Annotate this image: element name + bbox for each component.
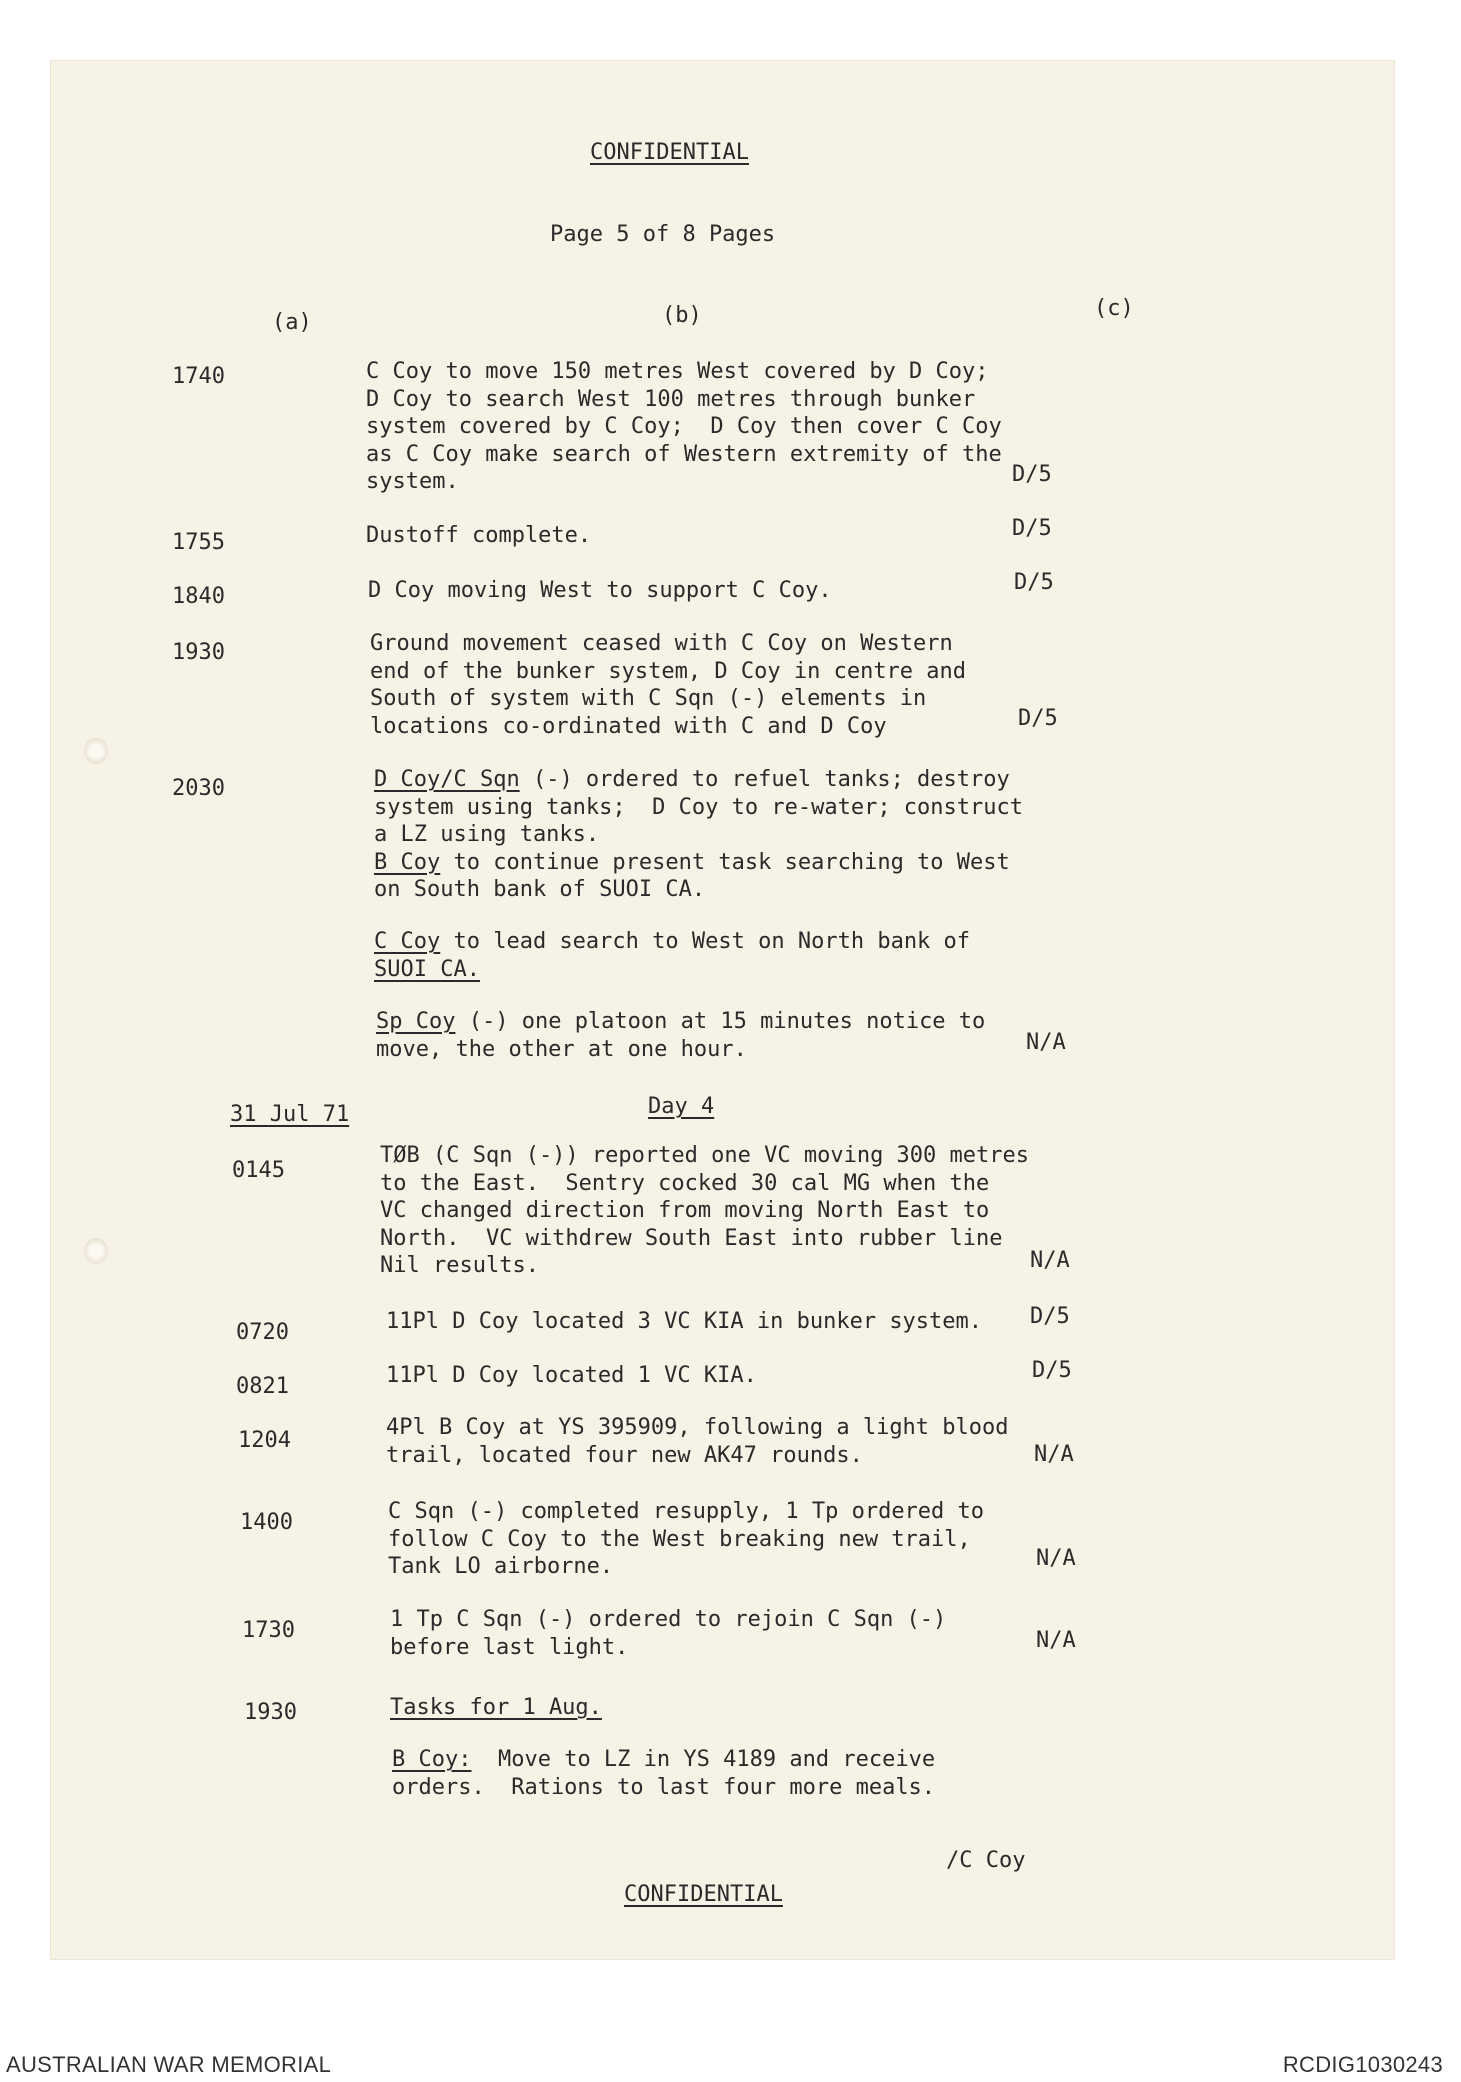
page-number: Page 5 of 8 Pages [550, 222, 776, 247]
entry-time: 1840 [172, 584, 225, 609]
entry-text: 1 Tp C Sqn (-) ordered to rejoin C Sqn (-) before last light. [390, 1607, 947, 1660]
entry-time: 0720 [236, 1320, 289, 1345]
entry-reference: D/5 [1012, 462, 1052, 487]
entry-reference: D/5 [1018, 706, 1058, 731]
archive-id: RCDIG1030243 [1282, 2052, 1443, 2077]
entry-text: C Coy to lead search to West on North bank of SUOI CA. [374, 929, 971, 982]
entry-reference: D/5 [1012, 516, 1052, 541]
entry-text: D Coy moving West to support C Coy. [368, 578, 832, 603]
punch-hole [84, 1238, 108, 1264]
entry-text: C Sqn (-) completed resupply, 1 Tp ordered to follow C Coy to the West breaking new trail, Tank LO airborne. [388, 1499, 985, 1579]
date-marker: 31 Jul 71 [230, 1102, 350, 1127]
entry-time: 1755 [172, 530, 225, 555]
entry-reference: D/5 [1030, 1304, 1070, 1329]
punch-hole [84, 738, 108, 764]
entry-text: Ground movement ceased with C Coy on Western end of the bunker system, D Coy in centre and South of system with C Sqn (-) elements in locations co-ordinated with C and D Coy [370, 631, 967, 739]
entry-reference: N/A [1036, 1628, 1076, 1653]
entry-time: 2030 [172, 776, 225, 801]
entry-reference: N/A [1026, 1030, 1066, 1055]
entry-reference: D/5 [1014, 570, 1054, 595]
entry-text: 11Pl D Coy located 3 VC KIA in bunker system. [386, 1309, 983, 1334]
entry-time: 0821 [236, 1374, 289, 1399]
entry-time: 1930 [172, 640, 225, 665]
entry-time: 1740 [172, 364, 225, 389]
entry-text: C Coy to move 150 metres West covered by D Coy; D Coy to search West 100 metres through bunker system covered by C Coy; D Coy then cover C Coy as C Coy make search of Western extremity of the system. [366, 359, 1002, 494]
entry-reference: N/A [1030, 1248, 1070, 1273]
entry-text: TØB (C Sqn (-)) reported one VC moving 300 metres to the East. Sentry cocked 30 cal MG when the VC changed direction from moving North East to North. VC withdrew South East into rubber line Nil results. [380, 1143, 1030, 1278]
entry-reference: N/A [1034, 1442, 1074, 1467]
entry-time: 1730 [242, 1618, 295, 1643]
entry-text: Dustoff complete. [366, 523, 592, 548]
entry-text: 11Pl D Coy located 1 VC KIA. [386, 1363, 757, 1388]
tasks-heading: Tasks for 1 Aug. [390, 1695, 602, 1720]
entry-text: Sp Coy (-) one platoon at 15 minutes notice to move, the other at one hour. [376, 1009, 986, 1062]
column-a-header: (a) [272, 310, 312, 335]
column-b-header: (b) [662, 303, 702, 328]
day-marker: Day 4 [648, 1094, 715, 1119]
entry-text: D Coy/C Sqn (-) ordered to refuel tanks; destroy system using tanks; D Coy to re-water; construct a LZ using tanks. B Coy to continue present task searching to West on South bank of SUOI CA. [374, 767, 1024, 902]
entry-text: 4Pl B Coy at YS 395909, following a light blood trail, located four new AK47 rounds. [386, 1415, 1009, 1468]
classification-footer: CONFIDENTIAL [624, 1882, 783, 1907]
entry-time: 1204 [238, 1428, 291, 1453]
entry-reference: D/5 [1032, 1358, 1072, 1383]
archive-credit: AUSTRALIAN WAR MEMORIAL [6, 2052, 332, 2077]
entry-time: 0145 [232, 1158, 285, 1183]
column-c-header: (c) [1094, 296, 1134, 321]
entry-time: 1400 [240, 1510, 293, 1535]
continuation-marker: /C Coy [946, 1848, 1026, 1873]
entry-text: B Coy: Move to LZ in YS 4189 and receive orders. Rations to last four more meals. [392, 1747, 936, 1800]
entry-reference: N/A [1036, 1546, 1076, 1571]
classification-header: CONFIDENTIAL [590, 140, 749, 165]
entry-time: 1930 [244, 1700, 297, 1725]
